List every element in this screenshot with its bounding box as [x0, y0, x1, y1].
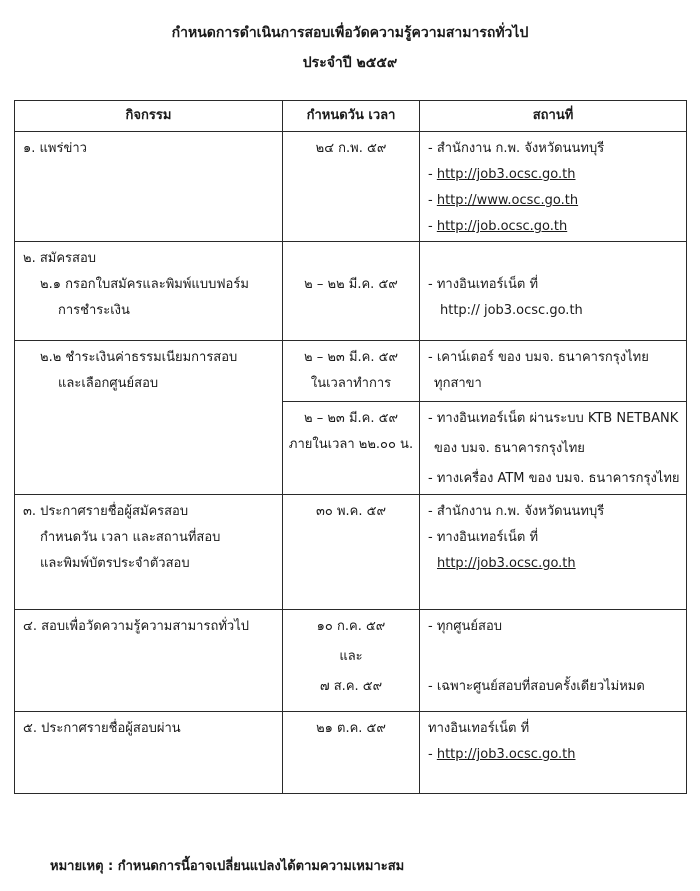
activity-text: และพิมพ์บัตรประจำตัวสอบ	[40, 556, 190, 571]
schedule-table	[14, 100, 687, 794]
place-text: - ทางอินเทอร์เน็ต ผ่านระบบ KTB NETBANK	[428, 411, 679, 426]
place-text: - ทางอินเทอร์เน็ต ที่	[428, 277, 539, 292]
place-cell	[420, 402, 687, 495]
activity-cell	[15, 712, 283, 794]
activity-sub-text: การชำระเงิน	[58, 303, 130, 318]
place-text: - ทุกศูนย์สอบ	[428, 619, 503, 634]
date-text: ๓๐ พ.ค. ๕๙	[316, 504, 386, 519]
place-url-text: http:// job3.ocsc.go.th	[440, 303, 583, 318]
place-cell	[420, 341, 687, 402]
activity-sub-text: และเลือกศูนย์สอบ	[58, 376, 159, 391]
activity-text: ๒. สมัครสอบ	[23, 251, 97, 266]
table-row	[15, 132, 687, 242]
date-text: ๑๐ ก.ค. ๕๙	[316, 619, 386, 634]
place-cell	[420, 242, 687, 341]
column-header-place: สถานที่	[420, 101, 687, 132]
table-row	[15, 712, 687, 794]
date-cell	[283, 495, 420, 610]
date-text: ในเวลาทำการ	[310, 376, 392, 391]
place-text: - เฉพาะศูนย์สอบที่สอบครั้งเดียวไม่หมด	[428, 679, 645, 694]
activity-text: กำหนดวัน เวลา และสถานที่สอบ	[40, 530, 221, 545]
activity-cell	[15, 495, 283, 610]
date-text: ภายในเวลา ๒๒.๐๐ น.	[288, 437, 414, 452]
place-text: - สำนักงาน ก.พ. จังหวัดนนทบุรี	[428, 141, 605, 156]
place-text: ทุกสาขา	[434, 376, 482, 391]
job3-link[interactable]: http://job3.ocsc.go.th	[436, 747, 576, 762]
date-cell	[283, 132, 420, 242]
date-cell	[283, 610, 420, 712]
bullet: -	[428, 167, 437, 182]
activity-text: ๑. แพร่ข่าว	[23, 141, 87, 156]
table-row	[15, 242, 687, 341]
activity-text: ๔. สอบเพื่อวัดความรู้ความสามารถทั่วไป	[23, 619, 249, 634]
activity-cell	[15, 132, 283, 242]
date-cell	[283, 712, 420, 794]
activity-cell	[15, 341, 283, 495]
place-text: - สำนักงาน ก.พ. จังหวัดนนทบุรี	[428, 504, 605, 519]
table-row	[15, 610, 687, 712]
place-text: - เคาน์เตอร์ ของ บมจ. ธนาคารกรุงไทย	[428, 350, 649, 365]
place-text: ทางอินเทอร์เน็ต ที่	[428, 721, 530, 736]
place-text: ของ บมจ. ธนาคารกรุงไทย	[434, 441, 585, 456]
table-row	[15, 495, 687, 610]
page-title: กำหนดการดำเนินการสอบเพื่อวัดความรู้ความสามารถทั่วไป	[171, 25, 529, 41]
bullet: -	[428, 193, 437, 208]
date-text: ๒ – ๒๓ มี.ค. ๕๙	[304, 411, 398, 426]
bullet: -	[428, 747, 437, 762]
date-cell	[283, 402, 420, 495]
column-header-date: กำหนดวัน เวลา	[283, 101, 420, 132]
activity-text: ๓. ประกาศรายชื่อผู้สมัครสอบ	[23, 504, 189, 519]
place-text: - ทางอินเทอร์เน็ต ที่	[428, 530, 539, 545]
place-text: - ทางเครื่อง ATM ของ บมจ. ธนาคารกรุงไทย	[428, 471, 680, 486]
activity-cell	[15, 242, 283, 341]
place-cell	[420, 132, 687, 242]
activity-text: ๕. ประกาศรายชื่อผู้สอบผ่าน	[23, 721, 181, 736]
ocsc-link[interactable]: http://www.ocsc.go.th	[436, 193, 579, 208]
date-text: ๒ – ๒๓ มี.ค. ๕๙	[304, 350, 398, 365]
place-cell	[420, 712, 687, 794]
date-text: ๒ – ๒๒ มี.ค. ๕๙	[304, 277, 398, 292]
date-text: ๒๔ ก.พ. ๕๙	[315, 141, 387, 156]
job3-link[interactable]: http://job3.ocsc.go.th	[436, 167, 576, 182]
table-row	[15, 341, 687, 402]
table-header-row	[15, 101, 687, 132]
date-cell	[283, 341, 420, 402]
date-text: และ	[339, 649, 363, 664]
date-cell	[283, 242, 420, 341]
bullet: -	[428, 219, 437, 234]
job-link[interactable]: http://job.ocsc.go.th	[436, 219, 568, 234]
job3-link[interactable]: http://job3.ocsc.go.th	[437, 556, 576, 571]
date-text: ๗ ส.ค. ๕๙	[319, 679, 383, 694]
footer-note: หมายเหตุ : กำหนดการนี้อาจเปลี่ยนแปลงได้ตามความเหมาะสม	[50, 859, 405, 874]
place-cell	[420, 495, 687, 610]
activity-cell	[15, 610, 283, 712]
date-text: ๒๑ ต.ค. ๕๙	[316, 721, 386, 736]
activity-sub-text: ๒.๒ ชำระเงินค่าธรรมเนียมการสอบ	[40, 350, 238, 365]
activity-sub-text: ๒.๑ กรอกใบสมัครและพิมพ์แบบฟอร์ม	[40, 277, 249, 292]
column-header-activity: กิจกรรม	[15, 101, 283, 132]
page-subtitle: ประจำปี ๒๕๕๙	[302, 55, 398, 71]
place-cell	[420, 610, 687, 712]
